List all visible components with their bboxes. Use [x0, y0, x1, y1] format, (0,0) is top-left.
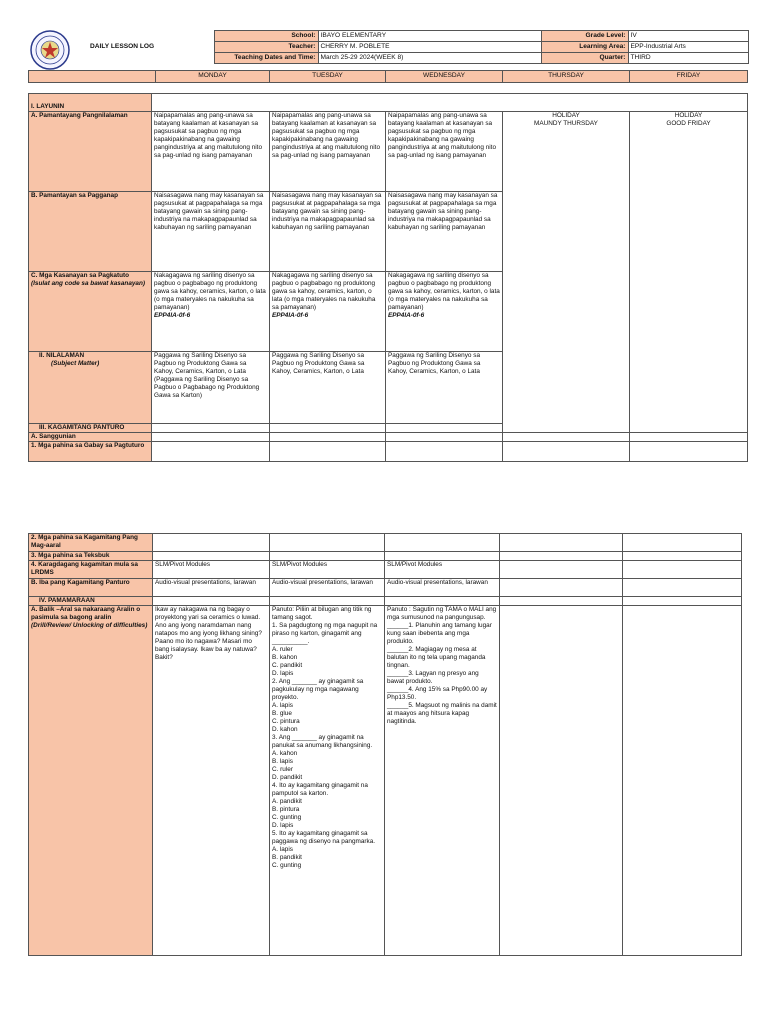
g-friday [630, 442, 748, 462]
teacher-label: Teacher: [214, 42, 318, 53]
day-tuesday: TUESDAY [270, 71, 386, 83]
r3-monday [153, 552, 270, 561]
n-sub-label: (Subject Matter) [51, 360, 100, 367]
day-header-blank [29, 71, 156, 83]
grade-value: IV [628, 31, 748, 42]
area-value: EPP-Industrial Arts [628, 42, 748, 53]
s-monday [152, 433, 270, 442]
day-wednesday: WEDNESDAY [386, 71, 503, 83]
p-tuesday [270, 597, 385, 606]
r3-tuesday [270, 552, 385, 561]
s-thursday [503, 433, 630, 442]
grade-label: Grade Level: [541, 31, 628, 42]
r4-tuesday: SLM/Pivot Modules [270, 561, 385, 579]
b-tuesday: Naisasagawa nang may kasanayan sa pagsusukat at pagpapahalaga sa mga batayang gawain sa sining pang-industriya na makapagpapaunlad sa kabuhayan ng sariling pamayanan [270, 192, 386, 272]
area-label: Learning Area: [541, 42, 628, 53]
rb-tuesday: Audio-visual presentations, larawan [270, 579, 385, 597]
c-tuesday-text: Nakagagawa ng sariling disenyo sa pagbuo o pagbabago ng produktong gawa sa kahoy, ceramics, karton, o lata (o mga materyales na nakukuha sa pamayanan) [272, 272, 376, 311]
school-value: IBAYO ELEMENTARY [318, 31, 541, 42]
p-wednesday [385, 597, 500, 606]
rb-friday [623, 579, 742, 597]
day-friday: FRIDAY [630, 71, 748, 83]
lesson-table-part2 [28, 533, 742, 956]
dates-value: March 25-29 2024(WEEK 8) [318, 53, 541, 64]
p-friday [623, 597, 742, 606]
header-section [28, 30, 749, 64]
k-monday [152, 424, 270, 433]
quarter-label: Quarter: [541, 53, 628, 64]
s-friday [630, 433, 748, 442]
n-tuesday: Paggawa ng Sariling Disenyo sa Pagbuo ng Produktong Gawa sa Kahoy, Ceramics, Karton, o Lata [270, 352, 386, 424]
g-tuesday [270, 442, 386, 462]
c-tuesday [270, 272, 386, 352]
lrdms-label: 4. Karagdagang kagamitan mula sa LRDMS [29, 561, 153, 579]
quarter-value: THIRD [628, 53, 748, 64]
b-wednesday: Naisasagawa nang may kasanayan sa pagsusukat at pagpapahalaga sa mga batayang gawain sa sining pang-industriya na makapagpapaunlad sa kabuhayan ng sariling pamayanan [386, 192, 503, 272]
r2-friday [623, 534, 742, 552]
layunin-label: I. LAYUNIN [29, 94, 152, 112]
g-monday [152, 442, 270, 462]
ra-label: A. Balik –Aral sa nakaraang Aralin o pasimula sa bagong aralin [31, 606, 141, 621]
r3-friday [623, 552, 742, 561]
k-tuesday [270, 424, 386, 433]
kagamitang-pang-mag-aaral-label: 2. Mga pahina sa Kagamitang Pang Mag-aaral [29, 534, 153, 552]
r2-thursday [500, 534, 623, 552]
p-monday [153, 597, 270, 606]
pamantayang-pangnilalaman-label: A. Pamantayang Pangnilalaman [29, 112, 152, 192]
c-sub-label: (Isulat ang code sa bawat kasanayan) [31, 280, 146, 287]
holiday-thursday: HOLIDAY MAUNDY THURSDAY [503, 112, 630, 433]
n-label: II. NILALAMAN [39, 352, 85, 359]
c-tuesday-code: EPP4IA-0f-6 [272, 312, 309, 319]
pamantayan-sa-pagganap-label: B. Pamantayan sa Pagganap [29, 192, 152, 272]
dates-label: Teaching Dates and Time: [214, 53, 318, 64]
r3-wednesday [385, 552, 500, 561]
b-monday: Naisasagawa nang may kasanayan sa pagsusukat at pagpapahalaga sa mga batayang gawain sa sining pang-industriya na makapagpapaunlad sa kabuhayan ng sariling pamayanan [152, 192, 270, 272]
gabay-sa-pagtuturo-label: 1. Mga pahina sa Gabay sa Pagtuturo [29, 442, 152, 462]
school-label: School: [214, 31, 318, 42]
ra-wednesday: Panuto : Sagutin ng TAMA o MALI ang mga sumusunod na pangungusap. ______1. Planuhin ang tamang lugar kung saan ibebenta ang mga produkto. ______2. Magiagay ng mesa at balutan ito ng tela upang maganda tingnan. ______3. Lagyan ng presyo ang bawat produkto. ______4. Ang 15% sa Php90.00 ay Php13.50. ______5. Magsuot ng malinis na damit at maayos ang hitsura kapag nagtitinda. [385, 606, 500, 956]
c-wednesday-code: EPP4IA-0f-6 [388, 312, 425, 319]
holiday-friday: HOLIDAY GOOD FRIDAY [630, 112, 748, 433]
p-thursday [500, 597, 623, 606]
ra-tuesday: Panuto: Piliin at bilugan ang titik ng tamang sagot. 1. Sa pagdugtong ng mga nagupit na piraso ng karton, ginagamit ang __________. A. ruler B. kahon C. pandikit D. lapis 2. Ang _______ ay ginagamit sa pagkukulay ng mga nagawang proyekto. A. lapis B. glue C. pintura D. kahon 3. Ang _______ ay ginagamit na panukat sa anumang likhangsining. A. kahon B. lapis C. ruler D. pandikit 4. Ito ay kagamitang ginagamit na pamputol sa karton. A. pandikit B. pintura C. gunting D. lapis 5. Ito ay kagamitang ginagamit sa paggawa ng disenyo na pangmarka. A. lapis B. pandikit C. gunting [270, 606, 385, 956]
c-monday-code: EPP4IA-0f-6 [154, 312, 191, 319]
r4-wednesday: SLM/Pivot Modules [385, 561, 500, 579]
iba-pang-kagamitang-label: B. Iba pang Kagamitang Panturo [29, 579, 153, 597]
ra-thursday [500, 606, 623, 956]
teksbuk-label: 3. Mga pahina sa Teksbuk [29, 552, 153, 561]
rb-monday: Audio-visual presentations, larawan [153, 579, 270, 597]
r4-friday [623, 561, 742, 579]
rb-thursday [500, 579, 623, 597]
day-thursday: THURSDAY [503, 71, 630, 83]
rb-wednesday: Audio-visual presentations, larawan [385, 579, 500, 597]
kasanayan-sa-pagkatuto-label [29, 272, 152, 352]
g-wednesday [386, 442, 503, 462]
a-tuesday: Naipapamalas ang pang-unawa sa batayang kaalaman at kasanayan sa pagsusukat sa pagbuo ng mga kapakipakinabang na gawaing pangindustriya at ang maitutulong nito sa pag-unlad ng isang pamayanan [270, 112, 386, 192]
ra-friday [623, 606, 742, 956]
r2-monday [153, 534, 270, 552]
c-wednesday [386, 272, 503, 352]
ra-sub-label: (Drill/Review/ Unlocking of difficulties) [31, 622, 148, 629]
a-monday: Naipapamalas ang pang-unawa sa batayang kaalaman at kasanayan sa pagsusukat sa pagbuo ng mga kapakipakinabang na gawaing pangindustriya at ang maitutulong nito sa pag-unlad ng isang pamayanan [152, 112, 270, 192]
teacher-value: CHERRY M. POBLETE [318, 42, 541, 53]
a-wednesday: Naipapamalas ang pang-unawa sa batayang kaalaman at kasanayan sa pagsusukat sa pagbuo ng mga kapakipakinabang na gawaing pangindustriya at ang maitutulong nito sa pag-unlad ng isang pamayanan [386, 112, 503, 192]
r2-wednesday [385, 534, 500, 552]
nilalaman-label [29, 352, 152, 424]
s-tuesday [270, 433, 386, 442]
c-label: C. Mga Kasanayan sa Pagkatuto [31, 272, 130, 279]
r2-tuesday [270, 534, 385, 552]
day-header-row [28, 70, 748, 83]
pamamaraan-label: IV. PAMAMARAAN [29, 597, 153, 606]
n-wednesday: Paggawa ng Sariling Disenyo sa Pagbuo ng Produktong Gawa sa Kahoy, Ceramics, Karton, o Lata [386, 352, 503, 424]
sanggunian-label: A. Sanggunian [29, 433, 152, 442]
day-monday: MONDAY [156, 71, 270, 83]
r3-thursday [500, 552, 623, 561]
s-wednesday [386, 433, 503, 442]
ra-monday: Ikaw ay nakagawa na ng bagay o proyektong yari sa ceramics o luwad. Ano ang iyong naramdaman nang natapos mo ang iyong likhang sining? Paano mo ito nagawa? Masari mo bang isalaysay. Ikaw ba ay natuwa? Bakit? [153, 606, 270, 956]
c-monday-text: Nakagagawa ng sariling disenyo sa pagbuo o pagbabago ng produktong gawa sa kahoy, ceramics, karton, o lata (o mga materyales na nakukuha sa pamayanan) [154, 272, 266, 311]
n-monday: Paggawa ng Sariling Disenyo sa Pagbuo ng Produktong Gawa sa Kahoy, Ceramics, Karton, o Lata (Paggawa ng Sariling Disenyo sa Pagbuo o Pagbabago ng Produktong Gawa sa Karton) [152, 352, 270, 424]
c-wednesday-text: Nakagagawa ng sariling disenyo sa pagbuo o pagbabago ng produktong gawa sa kahoy, ceramics, karton, o lata (o mga materyales na nakukuha sa pamayanan) [388, 272, 500, 311]
layunin-blank [152, 94, 748, 112]
r4-thursday [500, 561, 623, 579]
g-thursday [503, 442, 630, 462]
lesson-table-part1 [28, 93, 748, 462]
balik-aral-label [29, 606, 153, 956]
r4-monday: SLM/Pivot Modules [153, 561, 270, 579]
kagamitang-panturo-label: III. KAGAMITANG PANTURO [29, 424, 152, 433]
c-monday [152, 272, 270, 352]
k-wednesday [386, 424, 503, 433]
page-title: DAILY LESSON LOG [90, 42, 155, 50]
